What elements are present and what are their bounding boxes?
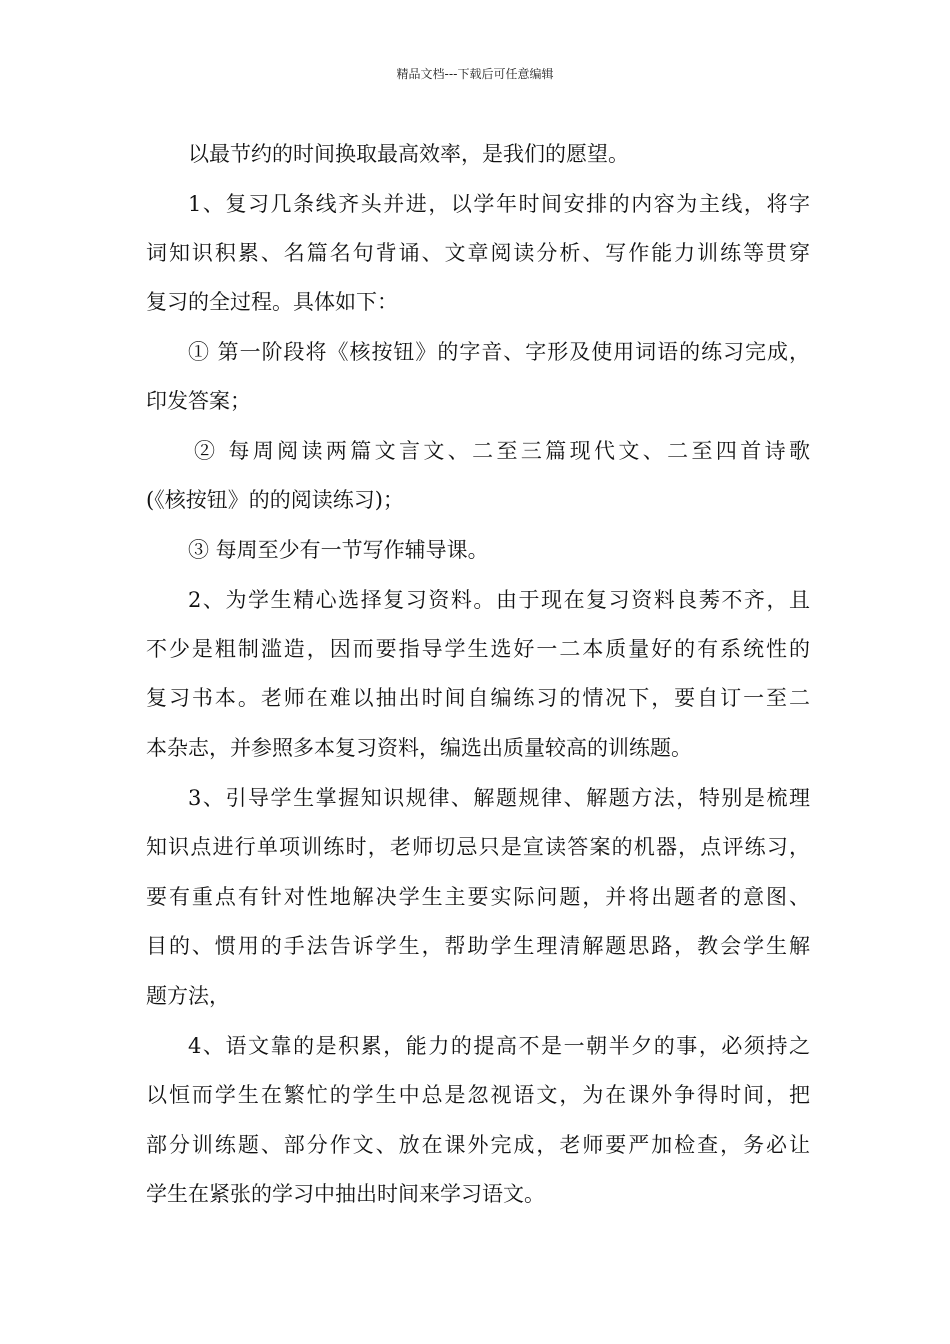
paragraph-line: 1、复习几条线齐头并进，以学年时间安排的内容为主线，将字 bbox=[188, 192, 810, 216]
paragraph-line: 复习的全过程。具体如下： bbox=[146, 290, 398, 314]
page-header: 精品文档---下载后可任意编辑 bbox=[396, 67, 554, 81]
paragraph-line: 题方法， bbox=[146, 984, 230, 1008]
paragraph-line: 要有重点有针对性地解决学生主要实际问题，并将出题者的意图、 bbox=[146, 885, 810, 909]
paragraph-line: ② 每周阅读两篇文言文、二至三篇现代文、二至四首诗歌 bbox=[194, 439, 810, 463]
paragraph-line: 2、为学生精心选择复习资料。由于现在复习资料良莠不齐，且 bbox=[188, 588, 810, 612]
paragraph-line: 不少是粗制滥造，因而要指导学生选好一二本质量好的有系统性的 bbox=[146, 637, 810, 661]
paragraph-line: 目的、惯用的手法告诉学生，帮助学生理清解题思路，教会学生解 bbox=[146, 934, 810, 958]
paragraph-line: 知识点进行单项训练时，老师切忌只是宣读答案的机器，点评练习， bbox=[146, 835, 810, 859]
paragraph-line: 以最节约的时间换取最高效率，是我们的愿望。 bbox=[188, 142, 629, 166]
paragraph-line: 部分训练题、部分作文、放在课外完成，老师要严加检查，务必让 bbox=[146, 1133, 810, 1157]
paragraph-line: ③ 每周至少有一节写作辅导课。 bbox=[188, 538, 489, 562]
paragraph-line: 印发答案； bbox=[146, 389, 251, 413]
paragraph-line: 4、语文靠的是积累，能力的提高不是一朝半夕的事，必须持之 bbox=[188, 1034, 810, 1058]
paragraph-line: 3、引导学生掌握知识规律、解题规律、解题方法，特别是梳理 bbox=[188, 786, 810, 810]
paragraph-line: 本杂志，并参照多本复习资料，编选出质量较高的训练题。 bbox=[146, 736, 692, 760]
paragraph-line: 词知识积累、名篇名句背诵、文章阅读分析、写作能力训练等贯穿 bbox=[146, 241, 810, 265]
paragraph-line: 以恒而学生在繁忙的学生中总是忽视语文，为在课外争得时间，把 bbox=[146, 1083, 810, 1107]
paragraph-line: ① 第一阶段将《核按钮》的字音、字形及使用词语的练习完成， bbox=[188, 340, 810, 364]
paragraph-line: 复习书本。老师在难以抽出时间自编练习的情况下，要自订一至二 bbox=[146, 686, 810, 710]
paragraph-line: (《核按钮》的的阅读练习)； bbox=[146, 488, 404, 512]
paragraph-line: 学生在紧张的学习中抽出时间来学习语文。 bbox=[146, 1182, 545, 1206]
